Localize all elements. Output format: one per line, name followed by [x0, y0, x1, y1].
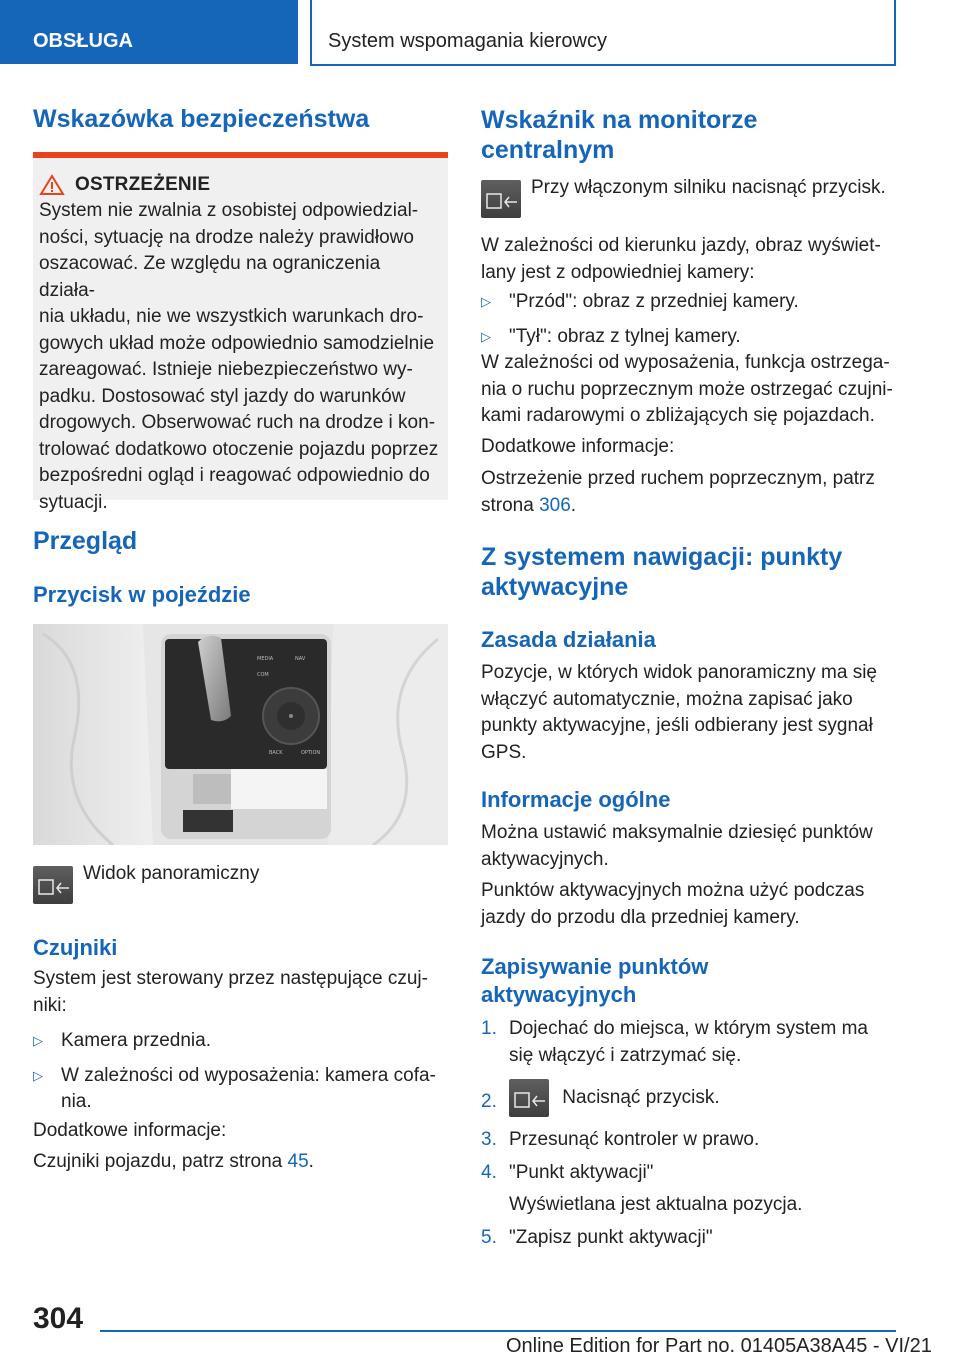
sensors-heading: Czujniki [33, 935, 118, 960]
list-item-text: W zależności od wyposażenia: kamera cofa- [61, 1064, 436, 1086]
principle-heading: Zasada działania [481, 627, 656, 652]
text-line: Ostrzeżenie przed ruchem poprzecznym, patrz [481, 468, 875, 489]
step-number: 2. [481, 1091, 497, 1112]
warning-line: padku. Dostosować styl jazdy do warunków [39, 385, 406, 407]
list-item [481, 289, 897, 316]
text-line: Można ustawić maksymalnie dziesięć punktów [481, 822, 873, 843]
text-line [481, 493, 897, 520]
nav-heading [481, 542, 842, 602]
more-info-label: Dodatkowe informacje: [33, 1120, 227, 1141]
step-number: 3. [481, 1129, 497, 1150]
step-text: "Punkt aktywacji" [509, 1161, 654, 1183]
cross-traffic-reference [481, 466, 897, 519]
text-line: aktywacyjnych. [481, 848, 609, 870]
warning-title-row [39, 174, 440, 196]
step-subtext: Wyświetlana jest aktualna pozycja. [509, 1194, 803, 1215]
warning-line: sytuacji. [39, 491, 108, 513]
heading-line: Zapisywanie punktów [481, 954, 709, 979]
warning-line: gowych układ może odpowiednio samodzielnie [39, 332, 435, 354]
warning-line: drogowych. Obserwować ruch na drodze i kon- [39, 412, 436, 433]
general-text-2 [481, 878, 897, 931]
heading-line: aktywacyjnych [481, 982, 637, 1007]
step-number: 4. [481, 1161, 497, 1183]
list-item [481, 324, 897, 351]
text-line: Punktów aktywacyjnych można użyć podczas [481, 880, 865, 901]
reference-suffix: . [570, 494, 577, 516]
photo-label: BACK [269, 750, 283, 756]
page-link[interactable]: 45 [287, 1151, 309, 1172]
warning-line: nia układu, nie we wszystkich warunkach dro- [39, 306, 424, 327]
reference-text: Czujniki pojazdu, patrz strona [33, 1151, 288, 1172]
text-line: niki: [33, 994, 67, 1016]
heading-line: centralnym [481, 136, 615, 164]
step-item [481, 1079, 897, 1121]
camera-button-icon [481, 180, 521, 218]
camera-button-icon [33, 866, 73, 904]
text-line: punkty aktywacyjne, jeśli odbierany jest sygnał [481, 715, 873, 736]
warning-box [33, 152, 448, 513]
step-text: Dojechać do miejsca, w którym system ma [509, 1018, 868, 1039]
safety-heading: Wskazówka bezpieczeństwa [33, 105, 370, 133]
monitor-instruction: Przy włączonym silniku nacisnąć przycisk. [531, 177, 886, 198]
sensors-text [33, 966, 449, 1019]
text-line: lany jest z odpowiedniej kamery: [481, 261, 755, 283]
warning-line: ności, sytuację na drodze należy prawidłowo [39, 226, 414, 248]
general-heading: Informacje ogólne [481, 787, 671, 812]
page-number: 304 [33, 1302, 84, 1335]
steps-list [481, 1016, 897, 1251]
text-line: W zależności od wyposażenia, funkcja ostrzega- [481, 352, 890, 373]
step-number: 5. [481, 1226, 497, 1248]
warning-text [39, 198, 440, 516]
photo-label: OPTION [301, 750, 321, 756]
button-caption: Widok panoramiczny [83, 863, 260, 884]
photo-label: COM [257, 672, 269, 678]
step-item [481, 1016, 897, 1069]
text-line: GPS. [481, 741, 527, 763]
reference-text: strona [481, 494, 540, 516]
text-line: nia o ruchu poprzecznym może ostrzegać czujni- [481, 378, 893, 400]
photo-label: MEDIA [257, 656, 274, 662]
more-info-label: Dodatkowe informacje: [481, 436, 675, 457]
page-header [0, 0, 960, 66]
bullet-triangle-icon: ▷ [481, 328, 491, 344]
list-item-text: "Tył": obraz z tylnej kamery. [509, 325, 741, 347]
saving-heading [481, 953, 708, 1009]
footer-divider [100, 1330, 896, 1332]
bullet-triangle-icon: ▷ [481, 294, 491, 309]
warning-line: System nie zwalnia z osobistej odpowiedzial- [39, 200, 419, 221]
camera-button-icon [509, 1079, 549, 1117]
section-tab: OBSŁUGA [0, 0, 298, 64]
text-line: jazdy do przodu dla przedniej kamery. [481, 906, 800, 928]
direction-text [481, 233, 897, 286]
center-console-photo [33, 624, 448, 845]
center-console-illustration [33, 624, 448, 845]
step-text: się włączyć i zatrzymać się. [509, 1044, 742, 1066]
step-item [481, 1127, 897, 1154]
bullet-triangle-icon: ▷ [33, 1033, 43, 1048]
list-item-text: "Przód": obraz z przedniej kamery. [509, 291, 799, 312]
photo-label: NAV [295, 656, 306, 662]
step-number: 1. [481, 1018, 497, 1039]
step-text: "Zapisz punkt aktywacji" [509, 1226, 713, 1248]
warning-triangle-icon [39, 174, 65, 196]
warning-line: bezpośredni ogląd i reagować odpowiednio do [39, 465, 430, 486]
sensors-list [33, 1028, 449, 1124]
direction-list [481, 289, 897, 358]
text-line: kami radarowymi o zbliżających się pojazdach. [481, 405, 875, 426]
warning-line: oszacować. Ze względu na ograniczenia działa- [39, 253, 381, 301]
page-link[interactable]: 306 [539, 494, 571, 516]
step-text: Przesunąć kontroler w prawo. [509, 1129, 760, 1150]
list-item [33, 1028, 449, 1055]
step-text: Nacisnąć przycisk. [562, 1086, 720, 1108]
sensors-reference [33, 1149, 314, 1176]
chapter-title: System wspomagania kierowcy [310, 0, 896, 66]
button-heading: Przycisk w pojeździe [33, 582, 251, 607]
cross-traffic-text [481, 350, 897, 430]
camera-button-left [33, 866, 73, 904]
step-item [481, 1160, 897, 1219]
general-text-1 [481, 820, 897, 873]
warning-line: trolować dodatkowo otoczenie pojazdu poprzez [39, 438, 439, 460]
edition-text: Online Edition for Part no. 01405A38A45 - VI/21 [506, 1335, 932, 1357]
bullet-triangle-icon: ▷ [33, 1067, 43, 1083]
principle-text [481, 660, 897, 766]
heading-line: aktywacyjne [481, 573, 629, 601]
reference-suffix: . [308, 1151, 314, 1172]
text-line: W zależności od kierunku jazdy, obraz wyświet- [481, 235, 881, 256]
monitor-heading [481, 105, 757, 165]
warning-line: zareagować. Istnieje niebezpieczeństwo wy- [39, 359, 413, 380]
step-item [481, 1225, 897, 1252]
overview-heading: Przegląd [33, 527, 138, 555]
text-line: Pozycje, w których widok panoramiczny ma się [481, 662, 877, 683]
heading-line: Z systemem nawigacji: punkty [481, 543, 843, 571]
text-line: włączyć automatycznie, można zapisać jako [481, 688, 853, 710]
list-item-text: Kamera przednia. [61, 1030, 211, 1051]
camera-button-right [481, 180, 521, 218]
list-item [33, 1063, 449, 1116]
warning-title: OSTRZEŻENIE [75, 174, 211, 195]
list-item-text: nia. [61, 1091, 92, 1112]
heading-line: Wskaźnik na monitorze [481, 106, 758, 134]
text-line: System jest sterowany przez następujące czuj- [33, 968, 428, 989]
